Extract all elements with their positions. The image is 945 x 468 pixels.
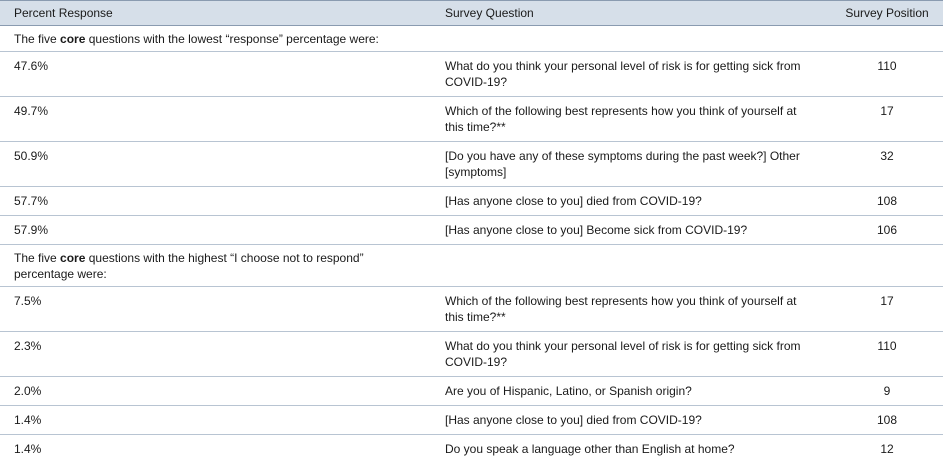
table-row [0, 287, 943, 332]
question-cell: What do you think your personal level of risk is for getting sick from COVID-19? [445, 339, 801, 369]
position-cell: 110 [877, 59, 897, 73]
percent-cell: 7.5% [14, 294, 42, 308]
section-header-row [0, 245, 943, 287]
table-row [0, 435, 943, 464]
position-cell: 17 [880, 294, 894, 308]
question-cell: What do you think your personal level of risk is for getting sick from COVID-19? [445, 59, 801, 89]
percent-cell: 49.7% [14, 104, 49, 118]
position-cell: 108 [876, 194, 898, 208]
table-row [0, 52, 943, 97]
header-row [0, 1, 943, 26]
table-row [0, 97, 943, 142]
table-row [0, 216, 943, 245]
percent-cell: 1.4% [14, 413, 42, 427]
table-row [0, 332, 943, 377]
table-row [0, 142, 943, 187]
percent-cell: 50.9% [14, 149, 49, 163]
question-cell: [Has anyone close to you] Become sick from COVID-19? [445, 223, 748, 237]
header-percent-response: Percent Response [14, 6, 113, 20]
section-title: The five core questions with the lowest “response” percentage were: [14, 32, 379, 46]
question-cell: Do you speak a language other than English at home? [445, 442, 735, 456]
position-cell: 106 [876, 223, 898, 237]
position-cell: 17 [880, 104, 894, 118]
percent-cell: 57.9% [14, 223, 49, 237]
position-cell: 110 [877, 339, 897, 353]
header-survey-position: Survey Position [845, 6, 929, 20]
question-cell: [Has anyone close to you] died from COVID-19? [445, 413, 702, 427]
percent-cell: 47.6% [14, 59, 49, 73]
header-survey-question: Survey Question [445, 6, 534, 20]
question-cell: Are you of Hispanic, Latino, or Spanish origin? [445, 384, 692, 398]
question-cell: Which of the following best represents how you think of yourself at this time?** [445, 104, 797, 134]
table-row [0, 377, 943, 406]
table-row [0, 187, 943, 216]
question-cell: Which of the following best represents how you think of yourself at this time?** [445, 294, 797, 324]
percent-cell: 57.7% [14, 194, 49, 208]
table-body [0, 26, 943, 464]
section-header-row [0, 26, 943, 52]
percent-cell: 1.4% [14, 442, 42, 456]
position-cell: 108 [876, 413, 898, 427]
percent-cell: 2.0% [14, 384, 42, 398]
section-title: The five core questions with the highest “I choose not to respond” percentage were: [14, 251, 364, 281]
question-cell: [Do you have any of these symptoms during the past week?] Other [symptoms] [445, 149, 800, 179]
position-cell: 9 [883, 384, 891, 398]
percent-cell: 2.3% [14, 339, 42, 353]
position-cell: 12 [880, 442, 894, 456]
position-cell: 32 [880, 149, 894, 163]
table-row [0, 406, 943, 435]
question-cell: [Has anyone close to you] died from COVID-19? [445, 194, 702, 208]
